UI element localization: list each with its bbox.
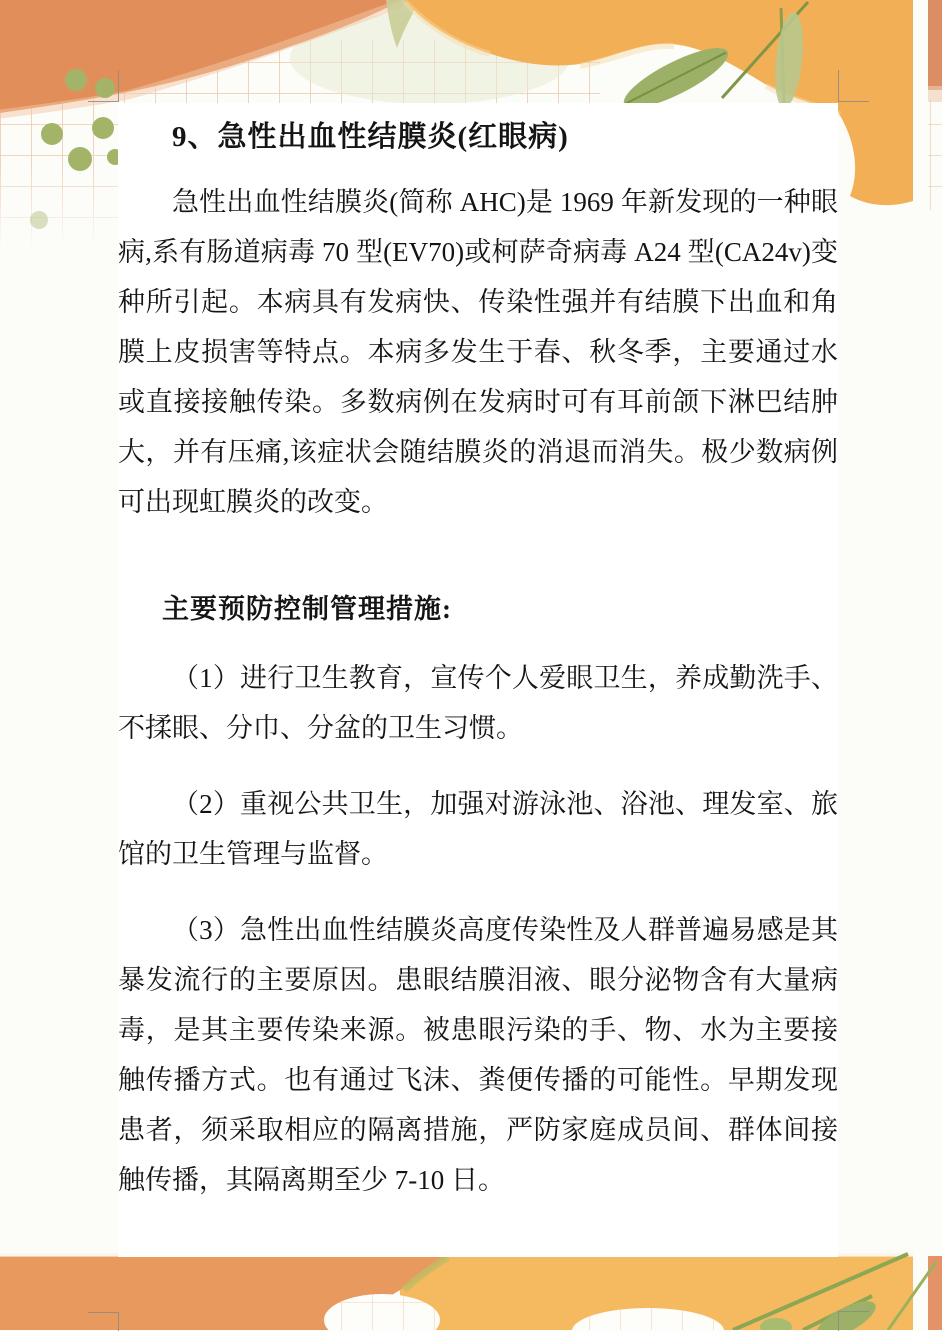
section-heading: 主要预防控制管理措施: [162, 594, 452, 624]
intro-paragraph: 急性出血性结膜炎(简称 AHC)是 1969 年新发现的一种眼病,系有肠道病毒 70 型(EV70)或柯萨奇病毒 A24 型(CA24v)变种所引起。本病具有发病快、传染性强并有结膜下出血和角膜上皮损害等特点。本病多发生于春、秋冬季，主要通过水或直接接触传染。多数病例在发病时可有耳前颌下淋巴结肿大，并有压痛,该症状会随结膜炎的消退而消失。极少数病例可出现虹膜炎的改变。 [118, 187, 838, 517]
crop-mark-top-left [88, 70, 119, 102]
measure-item-1: （1）进行卫生教育，宣传个人爱眼卫生，养成勤洗手、不揉眼、分巾、分盆的卫生习惯。 [118, 663, 838, 743]
side-strip-right [928, 0, 942, 1330]
page-title: 9、急性出血性结膜炎(红眼病) [172, 121, 569, 153]
document-text [118, 103, 838, 1205]
crop-mark-bottom-right [838, 1311, 869, 1331]
crop-mark-bottom-left [88, 1312, 119, 1331]
measure-item-3: （3）急性出血性结膜炎高度传染性及人群普遍易感是其暴发流行的主要原因。患眼结膜泪液、眼分泌物含有大量病毒，是其主要传染来源。被患眼污染的手、物、水为主要接触传播方式。也有通过飞沫、粪便传播的可能性。早期发现患者，须采取相应的隔离措施，严防家庭成员间、群体间接触传播，其隔离期至少 7-10 日。 [118, 915, 838, 1195]
measure-item-2: （2）重视公共卫生，加强对游泳池、浴池、理发室、旅馆的卫生管理与监督。 [118, 789, 838, 869]
crop-mark-top-right [838, 70, 869, 102]
